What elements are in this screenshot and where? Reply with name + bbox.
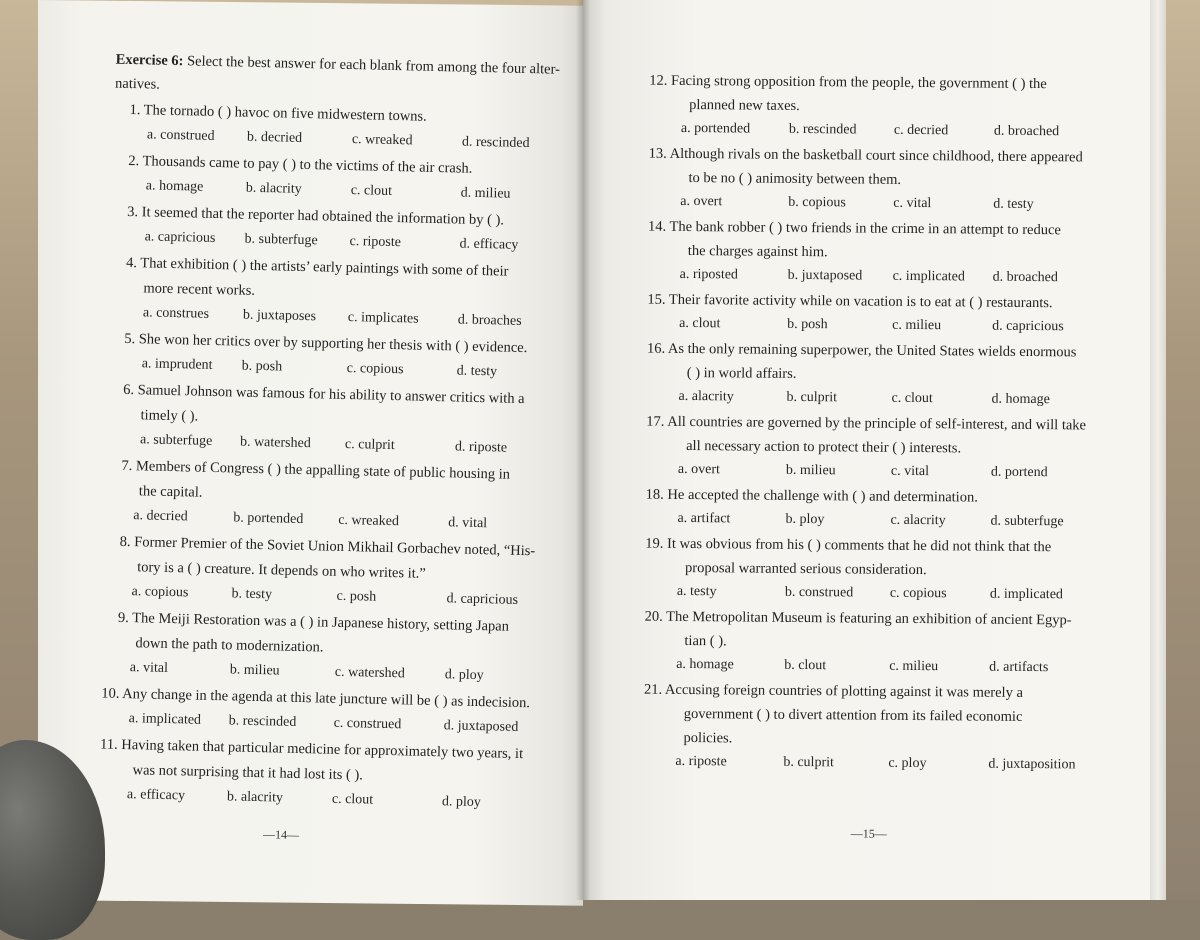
question-text-cont: the charges against him. — [687, 243, 828, 261]
answer-option: b. culprit — [786, 389, 838, 406]
answer-option: c. clout — [350, 183, 393, 199]
answer-option: c. riposte — [349, 233, 402, 251]
answer-option: a. portended — [680, 120, 751, 137]
answer-option: d. broached — [992, 269, 1058, 286]
question-text: 9. The Meiji Restoration was a ( ) in Japanese history, setting Japan — [117, 609, 510, 635]
question-text: 17. All countries are governed by the principle of self-interest, and will take — [646, 413, 1087, 434]
answer-option: c. milieu — [889, 658, 939, 675]
answer-option: b. portended — [233, 510, 304, 528]
question-text-cont: tian ( ). — [684, 632, 727, 650]
answer-option: c. vital — [890, 463, 930, 480]
answer-option: d. capricious — [992, 318, 1064, 335]
answer-option: d. homage — [991, 391, 1050, 408]
answer-option: d. rescinded — [461, 134, 530, 152]
answer-option: b. alacrity — [245, 180, 302, 197]
answer-option: c. construed — [333, 715, 402, 733]
question-text: 2. Thousands came to pay ( ) to the victims of the air crash. — [128, 152, 473, 177]
answer-option: a. overt — [680, 193, 723, 210]
answer-option: a. vital — [129, 660, 169, 676]
exercise-instructions: Select the best answer for each blank from among the four alter- — [186, 53, 561, 78]
answer-option: c. vital — [893, 195, 932, 212]
answer-option: d. efficacy — [459, 236, 519, 253]
answer-option: a. overt — [677, 461, 720, 478]
question-text: 18. He accepted the challenge with ( ) and determination. — [645, 486, 978, 506]
answer-option: d. milieu — [460, 185, 511, 202]
question-text: 6. Samuel Johnson was famous for his ability to answer critics with a — [123, 381, 525, 408]
answer-option: d. broaches — [457, 312, 522, 329]
answer-option: b. ploy — [785, 511, 825, 528]
answer-option: c. wreaked — [351, 132, 413, 149]
answer-option: d. juxtaposed — [443, 718, 519, 735]
question-text-cont: planned new taxes. — [689, 97, 800, 114]
page-number: —15— — [850, 826, 887, 841]
answer-option: d. portend — [990, 464, 1048, 481]
answer-option: b. posh — [241, 358, 283, 375]
answer-option: a. artifact — [677, 510, 731, 527]
question-text: 16. As the only remaining superpower, the United States wields enormous — [646, 340, 1077, 361]
answer-option: c. alacrity — [890, 512, 946, 529]
question-text: 3. It seemed that the reporter had obtained the information by ( ). — [127, 203, 505, 229]
question-text-cont: the capital. — [138, 483, 203, 501]
answer-option: c. implicated — [892, 268, 965, 285]
answer-option: a. capricious — [144, 229, 216, 246]
answer-option: d. riposte — [454, 439, 508, 456]
question-text: 15. Their favorite activity while on vacation is to eat at ( ) restaurants. — [647, 291, 1053, 312]
answer-option: c. copious — [889, 585, 947, 602]
answer-option: b. juxtaposed — [787, 267, 863, 284]
question-text-cont: timely ( ). — [140, 407, 199, 425]
answer-option: b. rescinded — [788, 121, 857, 138]
answer-option: a. riposte — [675, 753, 727, 770]
answer-option: b. copious — [788, 194, 846, 211]
question-text: 20. The Metropolitan Museum is featuring an exhibition of ancient Egyp- — [644, 608, 1072, 629]
answer-option: a. subterfuge — [139, 432, 213, 449]
exercise-instructions-cont: natives. — [114, 75, 161, 93]
answer-option: c. posh — [336, 588, 377, 605]
question-text: 5. She won her critics over by supporting her thesis with ( ) evidence. — [124, 330, 528, 357]
answer-option: d. vital — [448, 515, 488, 532]
answer-option: d. capricious — [446, 591, 519, 608]
question-text-cont: proposal warranted serious consideration. — [684, 560, 927, 579]
answer-option: b. milieu — [785, 462, 836, 479]
question-text: 7. Members of Congress ( ) the appalling state of public housing in — [121, 457, 511, 483]
question-text: 14. The bank robber ( ) two friends in the crime in an attempt to reduce — [647, 218, 1061, 239]
question-text-cont: was not surprising that it had lost its ( ). — [132, 762, 364, 784]
answer-option: b. decried — [246, 129, 303, 146]
answer-option: a. homage — [145, 178, 204, 195]
answer-option: d. implicated — [989, 586, 1064, 603]
answer-option: b. culprit — [783, 754, 834, 771]
question-text: 4. That exhibition ( ) the artists’ early paintings with some of their — [125, 254, 509, 280]
answer-option: c. decried — [893, 122, 949, 139]
answer-option: d. juxtaposition — [988, 756, 1076, 773]
answer-option: c. copious — [346, 360, 404, 378]
page-number: —14— — [262, 827, 300, 842]
answer-option: d. ploy — [441, 794, 481, 811]
question-text: 13. Although rivals on the basketball court since childhood, there appeared — [648, 145, 1083, 166]
answer-option: b. posh — [787, 316, 828, 333]
answer-option: b. clout — [784, 657, 827, 674]
answer-option: a. testy — [676, 583, 717, 600]
answer-option: c. implicates — [347, 309, 419, 327]
answer-option: a. homage — [676, 656, 734, 673]
answer-option: d. artifacts — [989, 659, 1049, 676]
question-text: 21. Accusing foreign countries of plotting against it was merely a — [643, 681, 1023, 701]
answer-option: b. milieu — [229, 662, 280, 679]
question-text-cont: down the path to modernization. — [135, 635, 324, 656]
answer-option: a. copious — [131, 584, 189, 601]
answer-option: d. testy — [456, 363, 498, 380]
answer-option: c. ploy — [888, 755, 927, 772]
question-text-cont: government ( ) to divert attention from its failed economic — [683, 705, 1023, 725]
question-text: 19. It was obvious from his ( ) comments that he did not think that the — [645, 535, 1052, 556]
answer-option: a. decried — [133, 508, 188, 525]
answer-option: a. efficacy — [126, 787, 186, 804]
answer-option: d. broached — [993, 123, 1060, 140]
answer-option: c. culprit — [344, 436, 395, 454]
answer-option: c. wreaked — [338, 512, 400, 530]
answer-option: a. riposted — [679, 266, 739, 283]
answer-option: c. clout — [331, 791, 374, 808]
exercise-label: Exercise 6: — [115, 51, 184, 70]
question-text-cont: more recent works. — [143, 280, 256, 299]
question-text-cont: tory is a ( ) creature. It depends on who writes it.” — [136, 559, 426, 582]
answer-option: a. clout — [679, 315, 721, 332]
question-text-cont: all necessary action to protect their ( ) interests. — [686, 438, 962, 457]
answer-option: b. construed — [784, 584, 854, 601]
answer-option: a. imprudent — [141, 356, 213, 373]
answer-option: a. construed — [146, 127, 215, 144]
answer-option: a. construes — [142, 305, 210, 322]
answer-option: c. watershed — [334, 664, 405, 682]
answer-option: a. alacrity — [678, 388, 734, 405]
question-text: 11. Having taken that particular medicine for approximately two years, it — [99, 736, 524, 763]
answer-option: b. testy — [231, 586, 273, 603]
answer-option: d. subterfuge — [990, 513, 1064, 530]
answer-option: d. ploy — [444, 667, 484, 684]
answer-option: a. implicated — [128, 711, 202, 728]
question-text: 10. Any change in the agenda at this late juncture will be ( ) as indecision. — [101, 685, 531, 712]
question-text: 8. Former Premier of the Soviet Union Mikhail Gorbachev noted, “His- — [119, 533, 536, 560]
question-text-cont: to be no ( ) animosity between them. — [688, 170, 902, 188]
answer-option: b. watershed — [239, 434, 311, 452]
answer-option: b. subterfuge — [244, 231, 318, 249]
answer-option: b. rescinded — [228, 713, 297, 730]
question-text: 1. The tornado ( ) havoc on five midwestern towns. — [129, 101, 427, 125]
answer-option: b. alacrity — [226, 789, 284, 806]
answer-option: c. milieu — [892, 317, 942, 334]
question-text-cont: ( ) in world affairs. — [686, 365, 797, 382]
question-text: 12. Facing strong opposition from the people, the government ( ) the — [649, 72, 1047, 93]
answer-option: c. clout — [891, 390, 933, 407]
question-text-cont: policies. — [683, 729, 733, 747]
answer-option: b. juxtaposes — [242, 307, 317, 325]
answer-option: d. testy — [993, 196, 1034, 213]
